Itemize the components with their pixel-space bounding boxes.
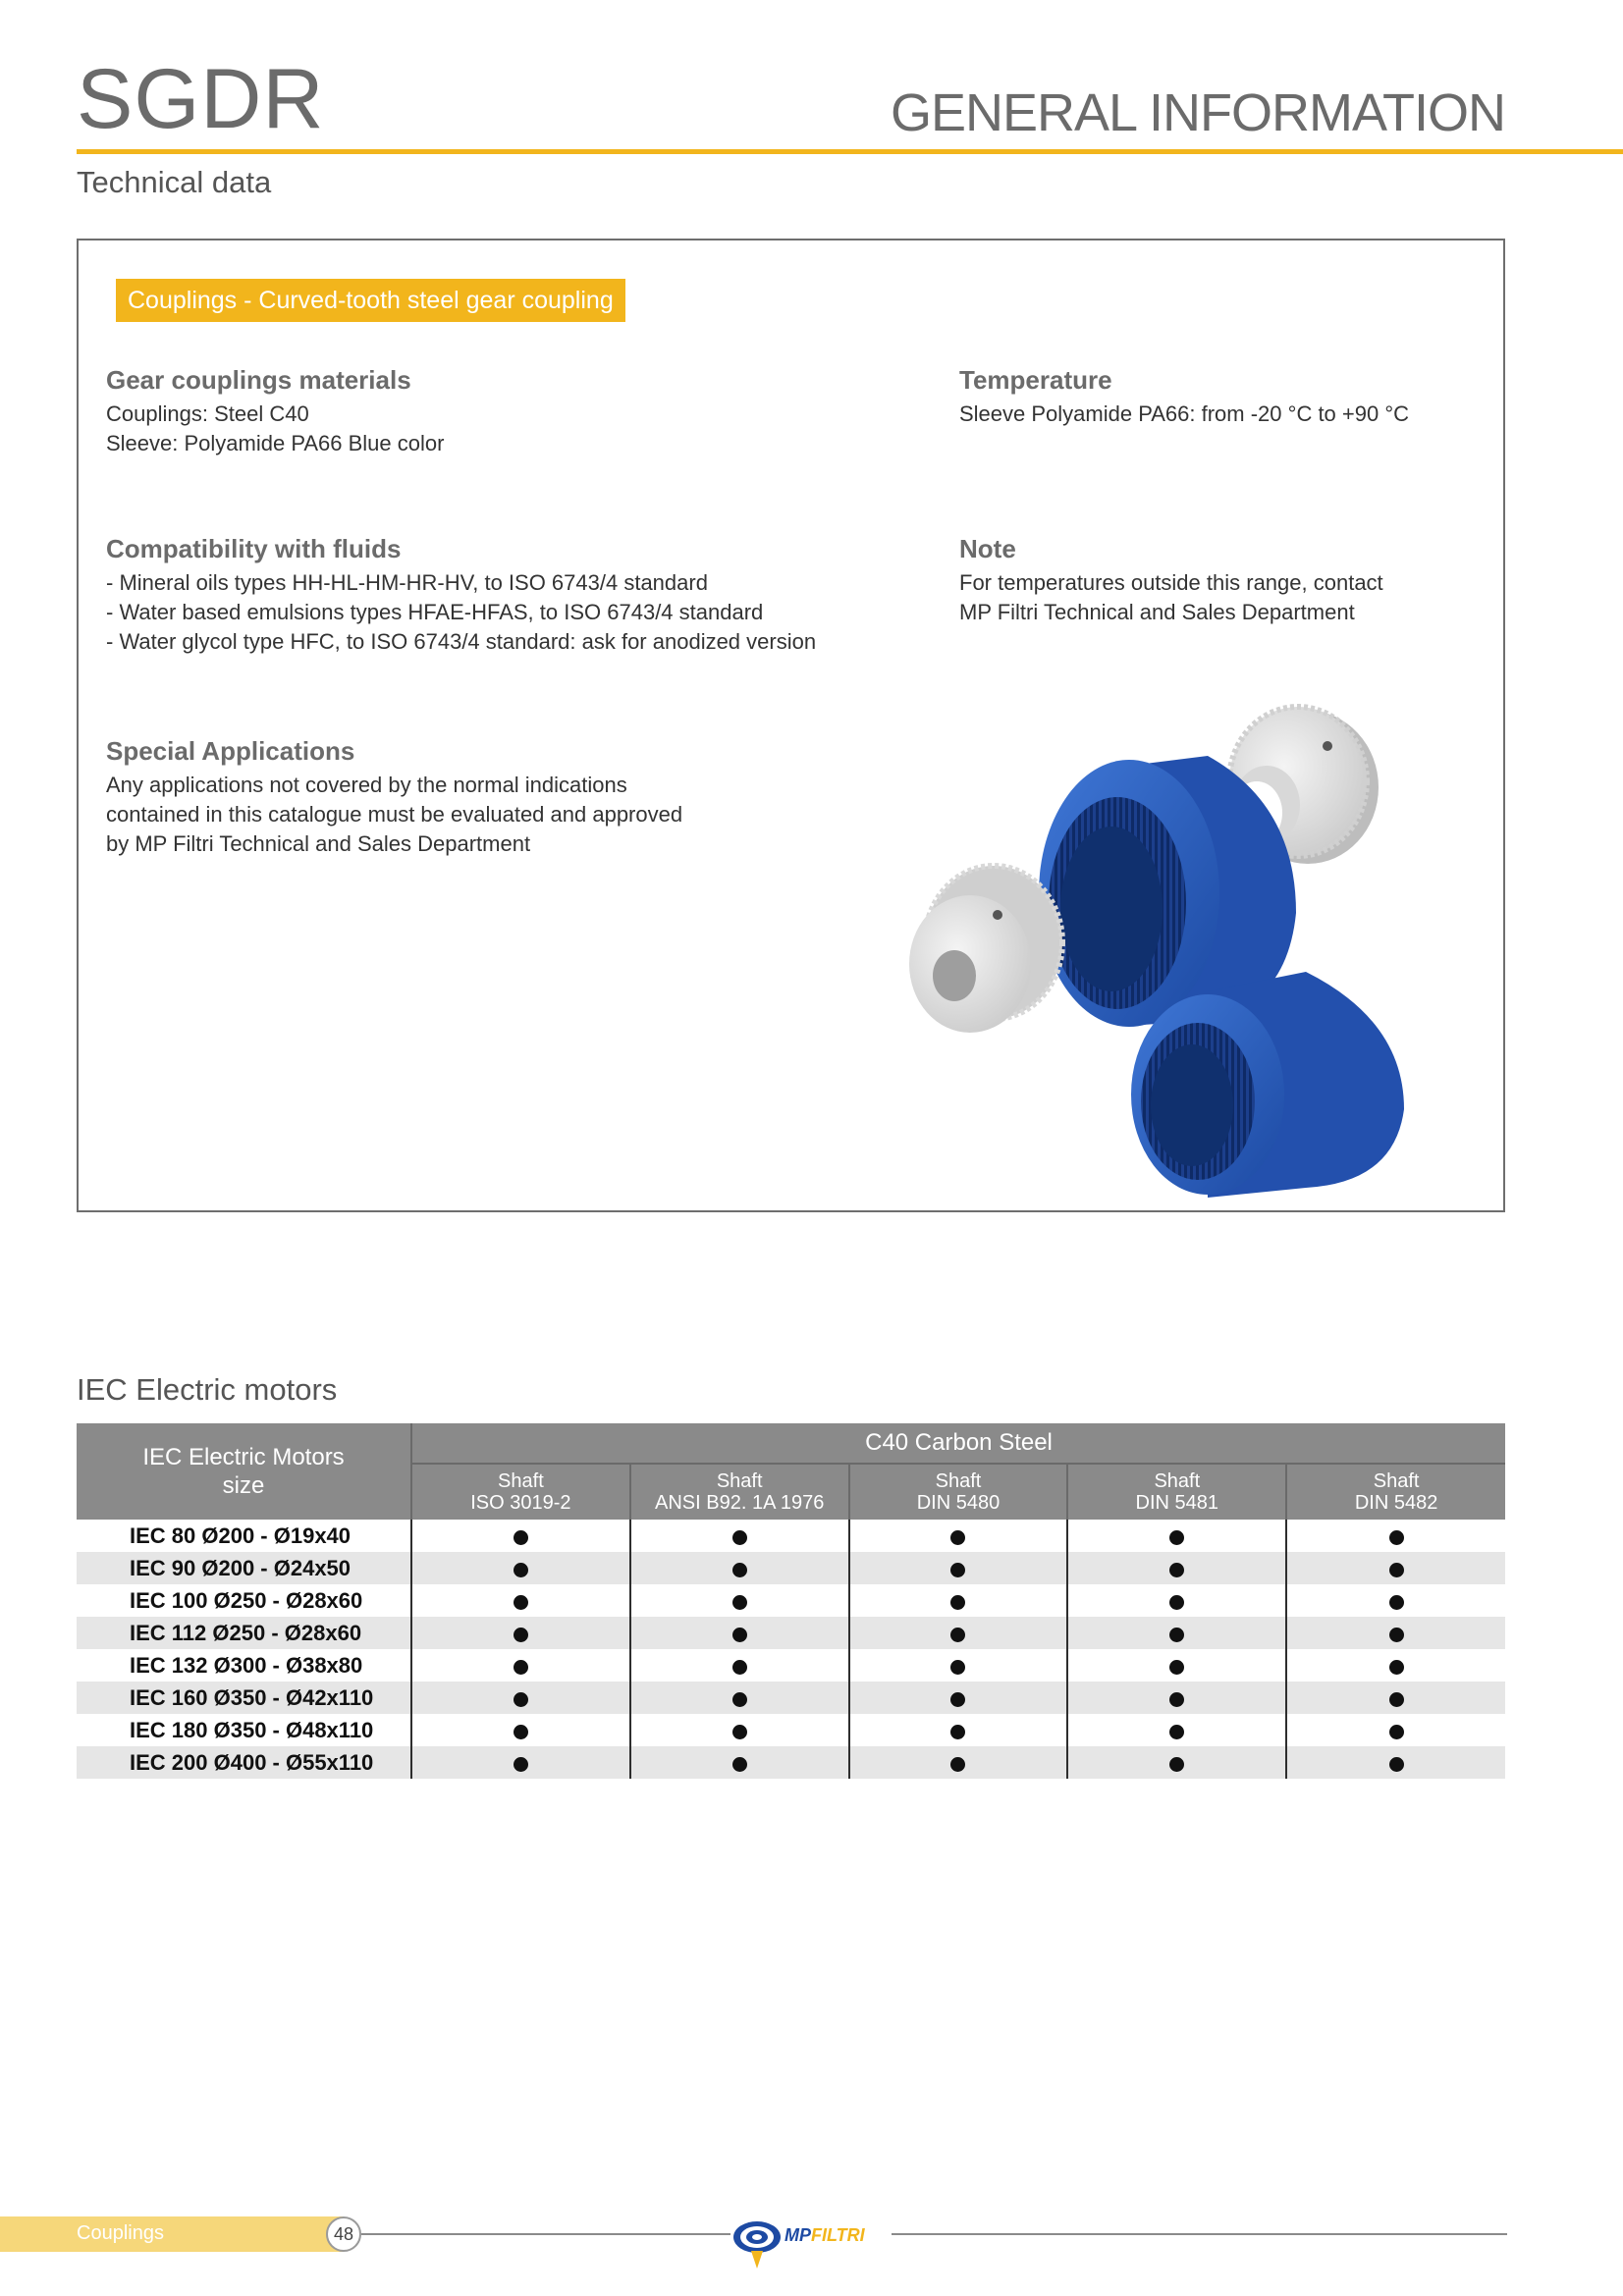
availability-cell bbox=[411, 1649, 630, 1682]
availability-dot-icon bbox=[514, 1757, 528, 1772]
compatibility-block bbox=[106, 534, 816, 657]
compatibility-line: - Water based emulsions types HFAE-HFAS, to ISO 6743/4 standard bbox=[106, 600, 764, 624]
availability-cell bbox=[1286, 1552, 1505, 1584]
availability-dot-icon bbox=[950, 1692, 965, 1707]
availability-cell bbox=[1286, 1584, 1505, 1617]
materials-title: Gear couplings materials bbox=[106, 365, 411, 395]
table-row bbox=[77, 1714, 1505, 1746]
availability-cell bbox=[411, 1520, 630, 1552]
availability-cell bbox=[1067, 1682, 1286, 1714]
availability-dot-icon bbox=[732, 1757, 747, 1772]
note-block bbox=[959, 534, 1383, 627]
availability-cell bbox=[1067, 1617, 1286, 1649]
availability-dot-icon bbox=[1169, 1725, 1184, 1739]
column-header-line2: DIN 5480 bbox=[916, 1492, 1001, 1514]
motor-size-cell: IEC 100 Ø250 - Ø28x60 bbox=[77, 1584, 411, 1617]
special-applications-block bbox=[106, 736, 682, 859]
availability-dot-icon bbox=[1169, 1692, 1184, 1707]
footer-section-tab bbox=[0, 2216, 344, 2252]
svg-text:MPFILTRI: MPFILTRI bbox=[784, 2225, 865, 2245]
availability-cell bbox=[849, 1649, 1068, 1682]
availability-cell bbox=[1067, 1520, 1286, 1552]
table-row bbox=[77, 1617, 1505, 1649]
availability-dot-icon bbox=[514, 1725, 528, 1739]
compatibility-line: - Mineral oils types HH-HL-HM-HR-HV, to ISO 6743/4 standard bbox=[106, 570, 708, 595]
table-row bbox=[77, 1746, 1505, 1779]
column-header-line2: ISO 3019-2 bbox=[470, 1492, 571, 1514]
coupling-product-image bbox=[884, 697, 1414, 1198]
column-header-iso-3019-2 bbox=[411, 1464, 630, 1520]
column-header-ansi-b92 bbox=[630, 1464, 849, 1520]
special-applications-line: Any applications not covered by the normal indications bbox=[106, 773, 627, 797]
availability-cell bbox=[630, 1584, 849, 1617]
availability-cell bbox=[411, 1714, 630, 1746]
availability-dot-icon bbox=[1389, 1692, 1404, 1707]
availability-dot-icon bbox=[1169, 1563, 1184, 1577]
temperature-title: Temperature bbox=[959, 365, 1112, 395]
motor-size-cell: IEC 90 Ø200 - Ø24x50 bbox=[77, 1552, 411, 1584]
availability-dot-icon bbox=[514, 1628, 528, 1642]
availability-dot-icon bbox=[514, 1530, 528, 1545]
availability-dot-icon bbox=[1389, 1660, 1404, 1675]
table-heading: IEC Electric motors bbox=[77, 1372, 338, 1407]
availability-dot-icon bbox=[1389, 1563, 1404, 1577]
coupling-type-badge: Couplings - Curved-tooth steel gear coupling bbox=[116, 279, 625, 322]
availability-dot-icon bbox=[1169, 1628, 1184, 1642]
note-title: Note bbox=[959, 534, 1016, 563]
availability-dot-icon bbox=[950, 1660, 965, 1675]
motor-size-cell: IEC 80 Ø200 - Ø19x40 bbox=[77, 1520, 411, 1552]
availability-dot-icon bbox=[732, 1530, 747, 1545]
section-title: GENERAL INFORMATION bbox=[890, 83, 1505, 142]
availability-dot-icon bbox=[1169, 1757, 1184, 1772]
availability-cell bbox=[849, 1746, 1068, 1779]
materials-line: Sleeve: Polyamide PA66 Blue color bbox=[106, 431, 445, 455]
page-number: 48 bbox=[326, 2216, 361, 2252]
table-row bbox=[77, 1584, 1505, 1617]
availability-cell bbox=[1067, 1552, 1286, 1584]
availability-cell bbox=[1067, 1584, 1286, 1617]
availability-cell bbox=[1067, 1746, 1286, 1779]
availability-cell bbox=[849, 1714, 1068, 1746]
hub-left-icon bbox=[909, 866, 1062, 1033]
availability-cell bbox=[630, 1649, 849, 1682]
motor-size-cell: IEC 132 Ø300 - Ø38x80 bbox=[77, 1649, 411, 1682]
column-header-line1: Shaft bbox=[1373, 1470, 1420, 1492]
availability-dot-icon bbox=[950, 1725, 965, 1739]
note-line: MP Filtri Technical and Sales Department bbox=[959, 600, 1355, 624]
motor-size-cell: IEC 180 Ø350 - Ø48x110 bbox=[77, 1714, 411, 1746]
footer-rule bbox=[361, 2233, 730, 2235]
column-header-din-5480 bbox=[849, 1464, 1068, 1520]
availability-dot-icon bbox=[950, 1595, 965, 1610]
availability-cell bbox=[411, 1746, 630, 1779]
availability-dot-icon bbox=[950, 1757, 965, 1772]
footer-section-label: Couplings bbox=[77, 2222, 164, 2244]
table-row bbox=[77, 1520, 1505, 1552]
column-header-line2: ANSI B92. 1A 1976 bbox=[655, 1492, 825, 1514]
availability-cell bbox=[849, 1520, 1068, 1552]
availability-dot-icon bbox=[1389, 1595, 1404, 1610]
table-row bbox=[77, 1649, 1505, 1682]
table-row bbox=[77, 1552, 1505, 1584]
availability-dot-icon bbox=[1389, 1628, 1404, 1642]
availability-cell bbox=[1286, 1746, 1505, 1779]
motor-size-cell: IEC 160 Ø350 - Ø42x110 bbox=[77, 1682, 411, 1714]
availability-cell bbox=[1286, 1649, 1505, 1682]
availability-dot-icon bbox=[1169, 1530, 1184, 1545]
material-header: C40 Carbon Steel bbox=[411, 1423, 1505, 1464]
availability-dot-icon bbox=[1169, 1595, 1184, 1610]
special-applications-line: by MP Filtri Technical and Sales Department bbox=[106, 831, 531, 856]
motor-size-cell: IEC 112 Ø250 - Ø28x60 bbox=[77, 1617, 411, 1649]
availability-cell bbox=[630, 1746, 849, 1779]
footer-rule bbox=[892, 2233, 1507, 2235]
availability-cell bbox=[1286, 1682, 1505, 1714]
column-header-line2: DIN 5481 bbox=[1135, 1492, 1219, 1514]
materials-line: Couplings: Steel C40 bbox=[106, 401, 309, 426]
availability-cell bbox=[630, 1714, 849, 1746]
availability-cell bbox=[1067, 1649, 1286, 1682]
availability-cell bbox=[849, 1584, 1068, 1617]
column-header-din-5481 bbox=[1067, 1464, 1286, 1520]
iec-motor-compatibility-table bbox=[77, 1423, 1505, 1779]
availability-cell bbox=[849, 1682, 1068, 1714]
availability-cell bbox=[1286, 1520, 1505, 1552]
availability-cell bbox=[411, 1584, 630, 1617]
availability-dot-icon bbox=[732, 1563, 747, 1577]
availability-cell bbox=[411, 1552, 630, 1584]
availability-cell bbox=[1286, 1714, 1505, 1746]
mp-filtri-logo bbox=[731, 2216, 889, 2270]
availability-cell bbox=[411, 1617, 630, 1649]
motor-size-cell: IEC 200 Ø400 - Ø55x110 bbox=[77, 1746, 411, 1779]
availability-dot-icon bbox=[514, 1692, 528, 1707]
column-header-line2: DIN 5482 bbox=[1354, 1492, 1438, 1514]
availability-dot-icon bbox=[732, 1692, 747, 1707]
product-code: SGDR bbox=[77, 52, 325, 146]
availability-dot-icon bbox=[732, 1725, 747, 1739]
note-line: For temperatures outside this range, contact bbox=[959, 570, 1383, 595]
column-header-line1: Shaft bbox=[716, 1470, 763, 1492]
availability-cell bbox=[849, 1552, 1068, 1584]
availability-cell bbox=[630, 1617, 849, 1649]
header-rule bbox=[77, 149, 1623, 154]
temperature-line: Sleeve Polyamide PA66: from -20 °C to +90 °C bbox=[959, 401, 1410, 426]
availability-dot-icon bbox=[950, 1628, 965, 1642]
compatibility-title: Compatibility with fluids bbox=[106, 534, 402, 563]
availability-cell bbox=[849, 1617, 1068, 1649]
availability-cell bbox=[630, 1552, 849, 1584]
mp-filtri-emblem-icon bbox=[733, 2221, 781, 2269]
availability-dot-icon bbox=[1169, 1660, 1184, 1675]
availability-dot-icon bbox=[1389, 1530, 1404, 1545]
availability-cell bbox=[1286, 1617, 1505, 1649]
availability-dot-icon bbox=[514, 1595, 528, 1610]
page-subtitle: Technical data bbox=[77, 165, 272, 199]
special-applications-title: Special Applications bbox=[106, 736, 355, 766]
availability-dot-icon bbox=[732, 1628, 747, 1642]
motor-size-header bbox=[77, 1423, 411, 1520]
availability-dot-icon bbox=[732, 1595, 747, 1610]
column-header-din-5482 bbox=[1286, 1464, 1505, 1520]
special-applications-line: contained in this catalogue must be evaluated and approved bbox=[106, 802, 683, 827]
availability-dot-icon bbox=[514, 1563, 528, 1577]
availability-cell bbox=[1067, 1714, 1286, 1746]
temperature-block bbox=[959, 365, 1409, 429]
column-header-line1: Shaft bbox=[935, 1470, 982, 1492]
availability-cell bbox=[630, 1520, 849, 1552]
availability-dot-icon bbox=[950, 1563, 965, 1577]
table-row bbox=[77, 1682, 1505, 1714]
availability-dot-icon bbox=[1389, 1725, 1404, 1739]
availability-cell bbox=[411, 1682, 630, 1714]
materials-block bbox=[106, 365, 444, 458]
availability-dot-icon bbox=[950, 1530, 965, 1545]
motor-size-header-line1: IEC Electric Motors bbox=[142, 1444, 345, 1470]
compatibility-line: - Water glycol type HFC, to ISO 6743/4 standard: ask for anodized version bbox=[106, 629, 817, 654]
availability-cell bbox=[630, 1682, 849, 1714]
motor-size-header-line2: size bbox=[222, 1472, 265, 1499]
availability-dot-icon bbox=[514, 1660, 528, 1675]
availability-dot-icon bbox=[732, 1660, 747, 1675]
availability-dot-icon bbox=[1389, 1757, 1404, 1772]
column-header-line1: Shaft bbox=[498, 1470, 544, 1492]
column-header-line1: Shaft bbox=[1154, 1470, 1201, 1492]
